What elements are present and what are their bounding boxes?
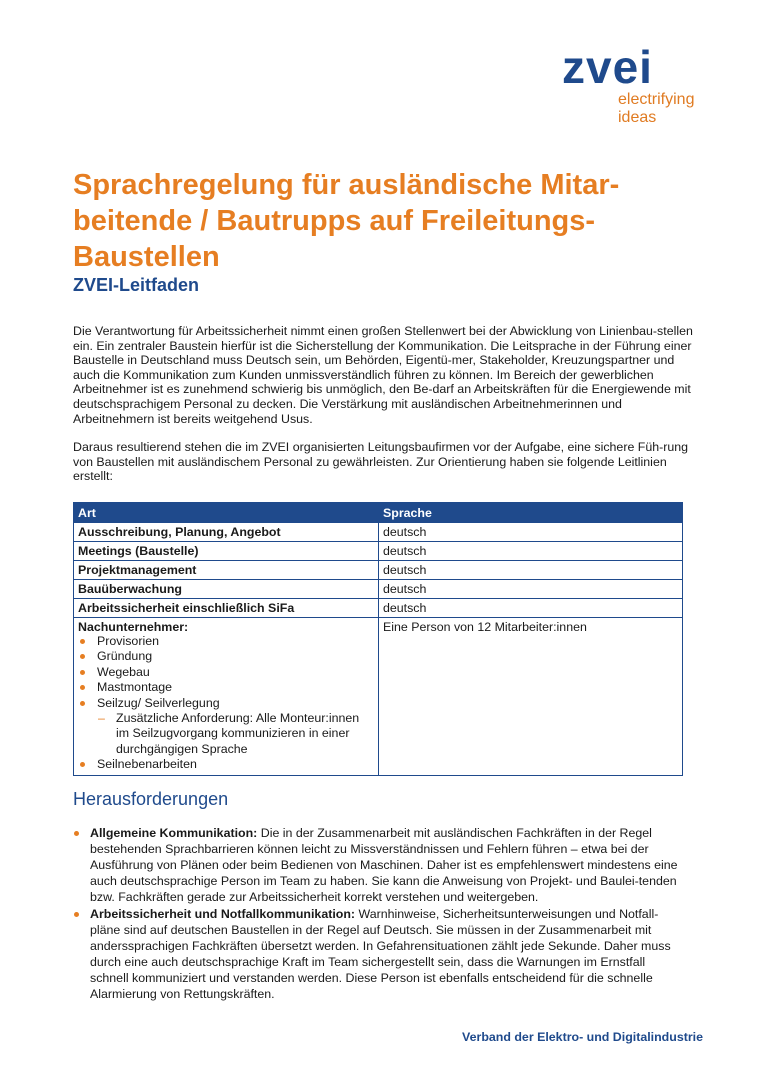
list-item [73, 906, 685, 1002]
table-cell-sprache: deutsch [379, 580, 683, 599]
challenges-list [73, 825, 685, 1003]
table-cell-art: Arbeitssicherheit einschließlich SiFa [74, 599, 379, 618]
intro-paragraph-2: Daraus resultierend stehen die im ZVEI organisierten Leitungsbaufirmen vor der Aufgabe, eine sichere Füh-rung von Baustellen mit ausländischem Personal zu gewährleisten. Zur Orientierung haben sie folgende Leitlinien erstellt: [73, 440, 689, 484]
table-row [74, 523, 683, 542]
list-item: Provisorien [78, 634, 374, 649]
list-item [73, 825, 685, 905]
list-item-label: Seilzug/ Seilverlegung [97, 695, 220, 710]
table-row [74, 561, 683, 580]
table-header-sprache: Sprache [379, 503, 683, 523]
table-row-subcontractor [74, 618, 683, 776]
table-cell-sprache: deutsch [379, 561, 683, 580]
list-item-title: Allgemeine Kommunikation: [90, 826, 258, 840]
list-item-text: Warnhinweise, Sicherheitsunterweisungen und Notfall-pläne sind auf deutschen Baustellen in der Regel auf Deutsch. Sie müssen in der Zusammenarbeit mit anderssprachigen Fachkräften übersetzt werden. In Gefahrensituationen zählt jede Sekunde. Daher muss durch eine auch deutschsprachige Kraft im Team sichergestellt sein, dass die Warnungen im Ernstfall schnell kommuniziert und verstanden werden. Diese Person ist ebenfalls entscheidend für die schnelle Alarmierung von Rettungskräften. [90, 907, 671, 1001]
table-cell-art: Bauüberwachung [74, 580, 379, 599]
table-cell-sprache: Eine Person von 12 Mitarbeiter:innen [379, 618, 683, 776]
list-item [78, 696, 374, 758]
list-item: Mastmontage [78, 680, 374, 695]
list-item: Gründung [78, 649, 374, 664]
guideline-table [73, 502, 683, 776]
sub-list [97, 711, 374, 757]
section-heading: Herausforderungen [73, 789, 229, 809]
intro-text [73, 324, 693, 498]
table-row [74, 580, 683, 599]
intro-paragraph-1: Die Verantwortung für Arbeitssicherheit nimmt einen großen Stellenwert bei der Abwicklung von Linienbau-stellen ein. Ein zentraler Baustein hierfür ist die Sicherstellung der Kommunikation. Die Leitsprache in der Führung einer Baustelle in Deutschland muss Deutsch sein, um Behörden, Eigentü-mer, Stakeholder, Kreuzungspartner und auch die Kommunikation zum Kunden unmissverständlich führen zu können. Im Bereich der gewerblichen Arbeitnehmer ist es zunehmend schwierig bis unmöglich, den Be-darf an Arbeitskräften für die Energiewende mit deutschsprachigem Personal zu decken. Die Verstärkung mit ausländischen Arbeitnehmerinnen und Arbeitnehmern ist bereits weitgehend Usus. [73, 324, 693, 426]
table-cell-art: Projektmanagement [74, 561, 379, 580]
table-cell-art [74, 618, 379, 776]
table-header-row [74, 503, 683, 523]
logo-wordmark: zvei [562, 41, 653, 93]
table-header-art: Art [74, 503, 379, 523]
footer-text: Verband der Elektro- und Digitalindustrie [462, 1030, 703, 1044]
list-item-text: Die in der Zusammenarbeit mit ausländischen Fachkräften in der Regel bestehenden Sprachbarrieren können leicht zu Missverständnissen und Fehlern führen – etwa bei der Ausführung von Plänen oder beim Bedienen von Maschinen. Daher ist es empfehlenswert mindestens eine auch deutschsprachige Person im Team zu haben. Sie kann die Anweisung von Projekt- und Baulei-tenden bzw. Fachkräften gerade zur Arbeitssicherheit korrekt verstehen und weitergeben. [90, 826, 678, 904]
table-cell-sprache: deutsch [379, 542, 683, 561]
table-row [74, 542, 683, 561]
list-item: Wegebau [78, 665, 374, 680]
list-item: Seilnebenarbeiten [78, 757, 374, 772]
sub-list-item: – Zusätzliche Anforderung: Alle Monteur:innen im Seilzugvorgang kommunizieren in einer durchgängigen Sprache [97, 711, 374, 757]
table-cell-sprache: deutsch [379, 523, 683, 542]
table-cell-art: Ausschreibung, Planung, Angebot [74, 523, 379, 542]
page-subtitle: ZVEI-Leitfaden [73, 275, 200, 295]
page-title: Sprachregelung für ausländische Mitar-beitende / Bautrupps auf Freileitungs-Baustellen [73, 169, 620, 273]
table-cell-sprache: deutsch [379, 599, 683, 618]
table-cell-art: Meetings (Baustelle) [74, 542, 379, 561]
table-row [74, 599, 683, 618]
zvei-logo [562, 41, 695, 126]
subcontractor-heading: Nachunternehmer: [78, 620, 189, 634]
logo-tagline-1: electrifying [618, 91, 695, 108]
logo-tagline-2: ideas [618, 109, 657, 126]
subcontractor-list [78, 634, 374, 773]
list-item-title: Arbeitssicherheit und Notfallkommunikation: [90, 907, 356, 921]
